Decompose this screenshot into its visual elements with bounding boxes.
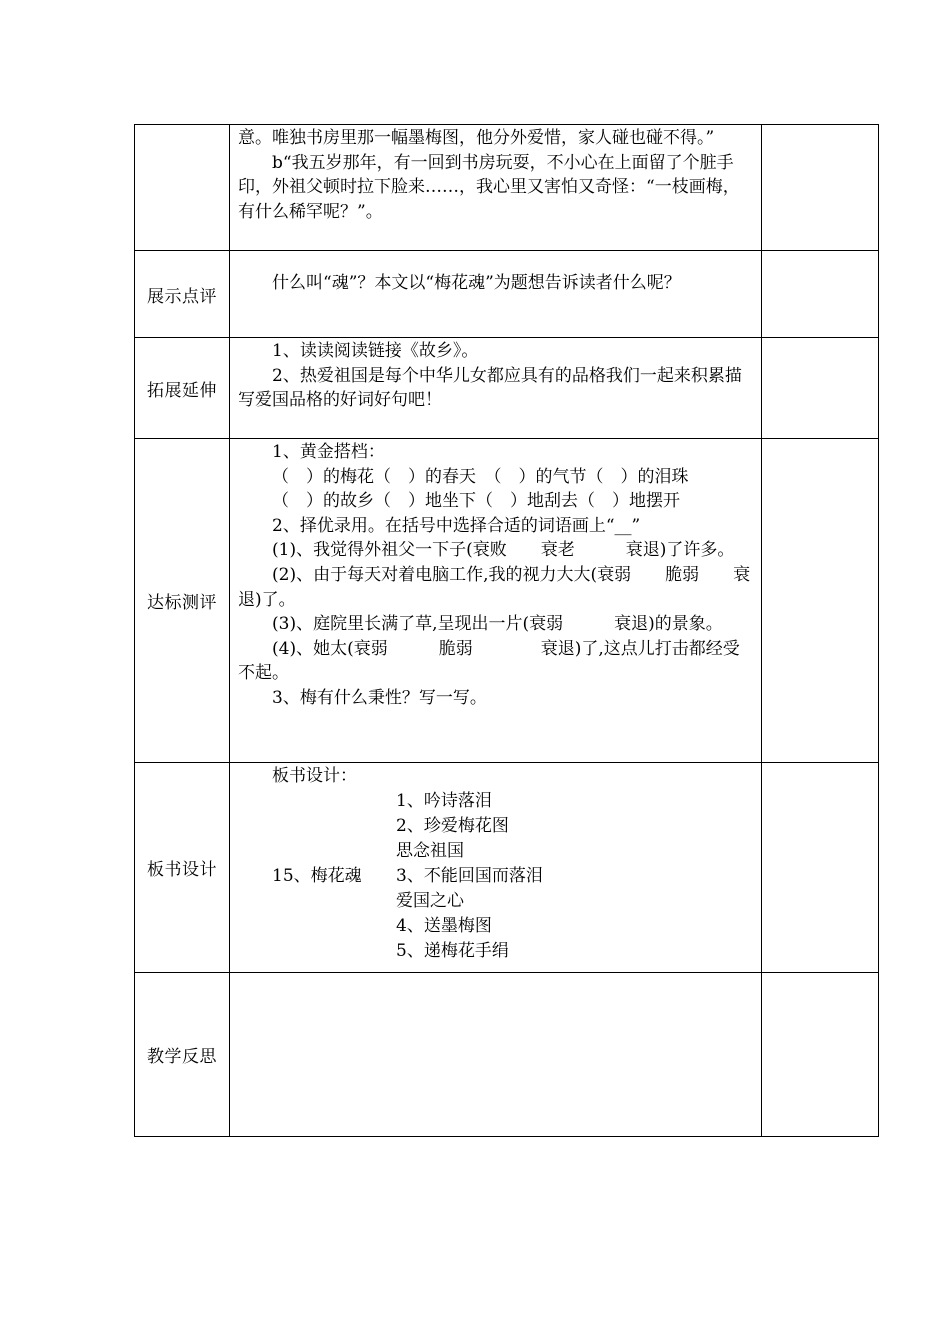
notes-cell xyxy=(762,251,879,338)
board-item: 思念祖国 xyxy=(396,840,464,861)
notes-cell xyxy=(762,125,879,251)
text-line: (2)、由于每天对着电脑工作,我的视力大大(衰弱 脆弱 衰退)了。 xyxy=(238,564,751,610)
extension-cell xyxy=(230,338,762,439)
text-line: （ ）的故乡（ ）地坐下（ ）地刮去（ ）地摆开 xyxy=(272,491,680,512)
showcase-review-cell xyxy=(230,251,762,338)
board-item: 4、送墨梅图 xyxy=(396,915,492,936)
board-item: 1、吟诗落泪 xyxy=(396,790,492,811)
board-item: 5、递梅花手绢 xyxy=(396,940,509,961)
notes-cell xyxy=(762,439,879,763)
text-line: 1、读读阅读链接《故乡》。 xyxy=(272,341,479,361)
table-row xyxy=(135,439,879,763)
text-line: 3、梅有什么秉性？写一写。 xyxy=(272,687,487,708)
continuation-text-cell xyxy=(230,125,762,251)
text-line: 2、热爱祖国是每个中华儿女都应具有的品格我们一起来积累描写爱国品格的好词好句吧！ xyxy=(238,365,742,411)
text-line: b“我五岁那年，有一回到书房玩耍，不小心在上面留了个脏手印，外祖父顿时拉下脸来……，我心里又害怕又奇怪：“一枝画梅，有什么稀罕呢？”。 xyxy=(238,152,740,222)
board-layout xyxy=(238,789,754,964)
row-label-board-design: 板书设计 xyxy=(135,763,230,973)
text-line: 什么叫“魂”？本文以“梅花魂”为题想告诉读者什么呢？ xyxy=(272,273,681,293)
notes-cell xyxy=(762,763,879,973)
row-label-assessment: 达标测评 xyxy=(135,439,230,763)
teaching-reflection-cell xyxy=(230,973,762,1137)
board-item: 2、珍爱梅花图 xyxy=(396,815,509,836)
board-item: 爱国之心 xyxy=(396,890,464,911)
board-heading: 板书设计： xyxy=(272,766,357,786)
text-line: (1)、我觉得外祖父一下子(衰败 衰老 衰退)了许多。 xyxy=(272,540,735,561)
table-row xyxy=(135,251,879,338)
row-label-showcase-review: 展示点评 xyxy=(135,251,230,338)
board-design-cell xyxy=(230,763,762,973)
assessment-cell xyxy=(230,439,762,763)
board-title: 15、梅花魂 xyxy=(272,865,362,886)
row-label-extension: 拓展延伸 xyxy=(135,338,230,439)
table-row xyxy=(135,973,879,1137)
text-line: 1、黄金搭档： xyxy=(272,442,385,462)
text-line: 2、择优录用。在括号中选择合适的词语画上“__” xyxy=(272,515,641,536)
table-row xyxy=(135,125,879,251)
row-label-empty xyxy=(135,125,230,251)
notes-cell xyxy=(762,338,879,439)
table-row xyxy=(135,763,879,973)
board-item: 3、不能回国而落泪 xyxy=(396,865,543,886)
text-line: (4)、她太(衰弱 脆弱 衰退)了,这点儿打击都经受不起。 xyxy=(238,638,740,684)
lesson-plan-table xyxy=(134,124,879,1137)
text-line: (3)、庭院里长满了草,呈现出一片(衰弱 衰退)的景象。 xyxy=(272,614,723,635)
table-row xyxy=(135,338,879,439)
text-line: 意。唯独书房里那一幅墨梅图，他分外爱惜，家人碰也碰不得。” xyxy=(238,128,715,148)
row-label-teaching-reflection: 教学反思 xyxy=(135,973,230,1137)
text-line: （ ）的梅花（ ）的春天 （ ）的气节（ ）的泪珠 xyxy=(272,466,689,487)
notes-cell xyxy=(762,973,879,1137)
